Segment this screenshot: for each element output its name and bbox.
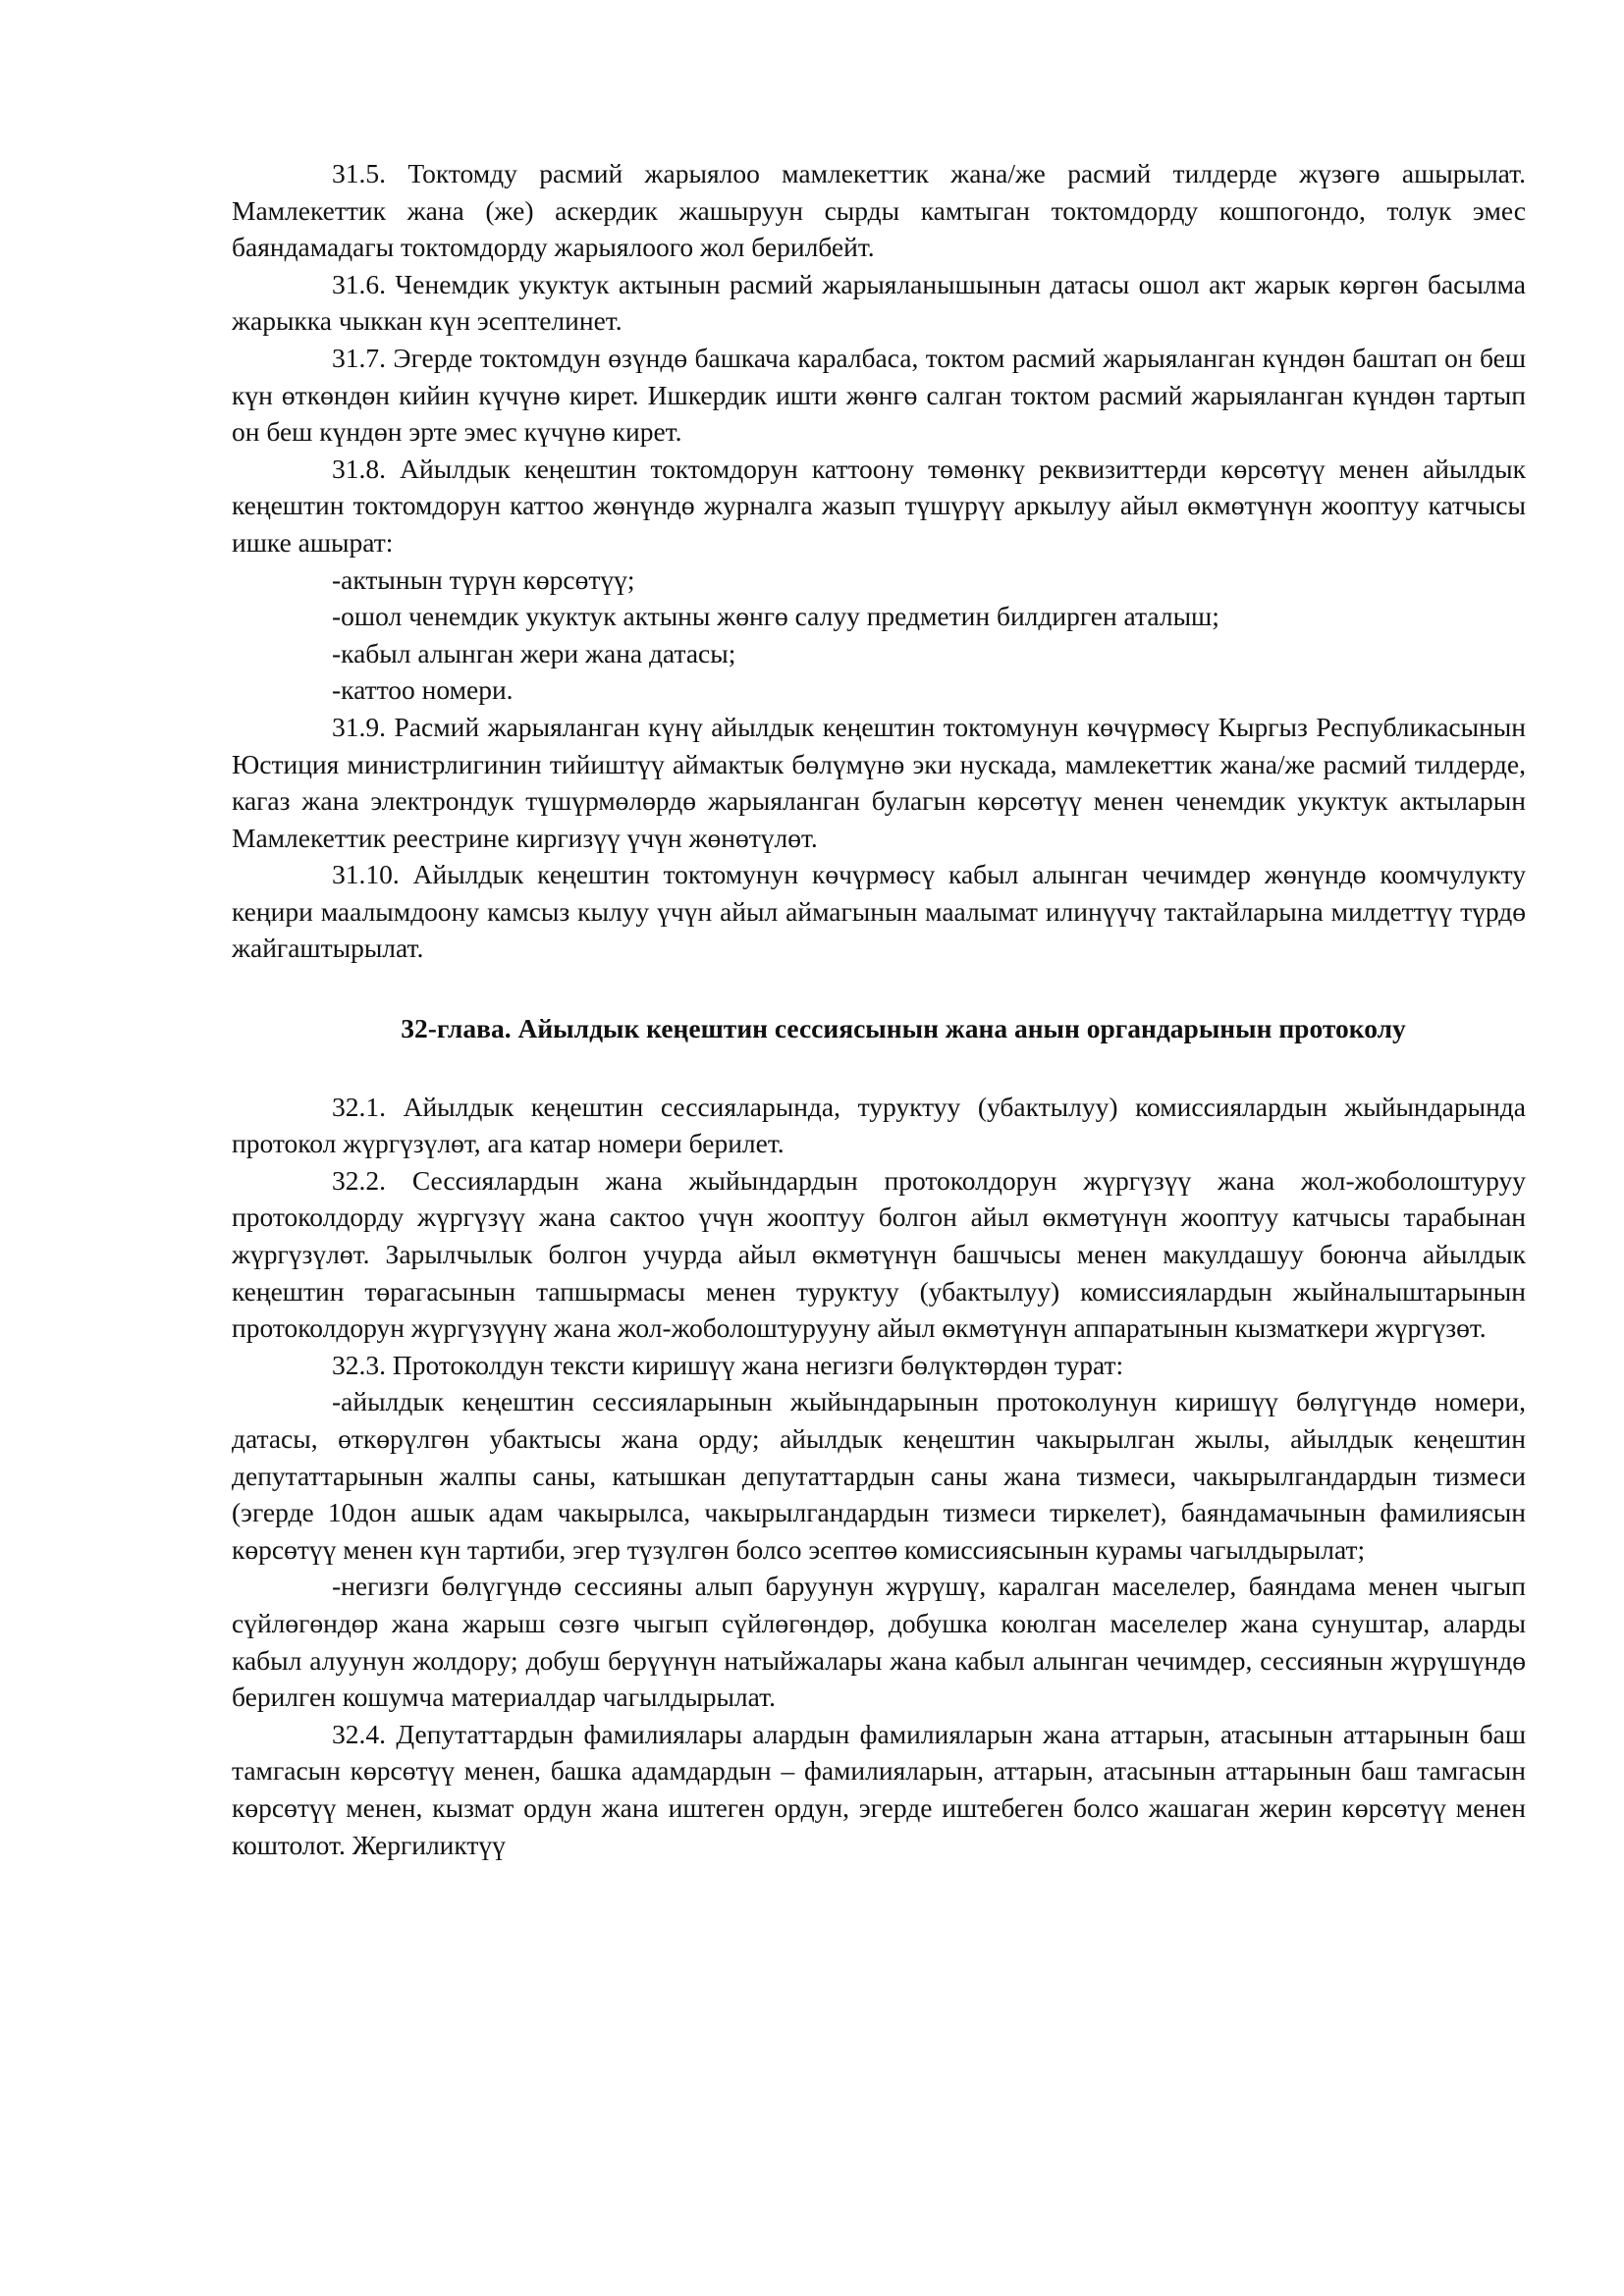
list-item-act-title: -ошол ченемдик укуктук актыны жөнгө салуу предметин билдирген аталыш;	[332, 601, 1219, 632]
paragraph-31-8: 31.8. Айылдык кеңештин токтомдорун каттоону төмөнкү реквизиттерди көрсөтүү менен айылдык кеңештин токтомдорун каттоо жөнүндө журналга жазып түшүрүү аркылуу айыл өкмөтүнүн жооптуу катчысы ишке ашырат:	[232, 453, 1526, 558]
paragraph-31-5: 31.5. Токтомду расмий жарыялоо мамлекеттик жана/же расмий тилдерде жүзөгө ашырылат. Мамлекеттик жана (же) аскердик жашыруун сырды камтыган токтомдорду кошпогондо, толук эмес баяндамадагы токтомдорду жарыялоого жол берилбейт.	[232, 158, 1526, 263]
paragraph-32-4: 32.4. Депутаттардын фамилиялары алардын фамилияларын жана аттарын, атасынын аттарынын баш тамгасын көрсөтүү менен, башка адамдардын – фамилияларын, аттарын, атасынын аттарынын баш тамгасын көрсөтүү менен, кызмат ордун жана иштеген ордун, эгерде иштебеген болсо жашаган жерин көрсөтүү менен коштолот. Жергиликтүү	[232, 1718, 1526, 1860]
paragraph-31-7: 31.7. Эгерде токтомдун өзүндө башкача каралбаса, токтом расмий жарыяланган күндөн баштап он беш күн өткөндөн кийин күчүнө кирет. Ишкердик ишти жөнгө салган токтом расмий жарыяланган күндөн тартып он беш күндөн эрте эмес күчүнө кирет.	[232, 342, 1526, 448]
list-item-place-date: -кабыл алынган жери жана датасы;	[332, 637, 736, 668]
paragraph-32-1: 32.1. Айылдык кеңештин сессияларында, туруктуу (убактылуу) комиссиялардын жыйындарында протокол жүргүзүлөт, ага катар номери берилет.	[232, 1091, 1526, 1159]
list-item-intro-part: -айылдык кеңештин сессияларынын жыйындарынын протоколунун киришүү бөлүгүндө номери, датасы, өткөрүлгөн убактысы жана орду; айылдык кеңештин чакырылган жылы, айылдык кеңештин депутаттарынын жалпы саны, катышкан депутаттардын саны жана тизмеси, чакырылгандардын тизмеси (эгерде 10дон ашык адам чакырылса, чакырылгандардын тизмеси тиркелет), баяндамачынын фамилиясын көрсөтүү менен күн тартиби, эгер түзүлгөн болсо эсептөө комиссиясынын курамы чагылдырылат;	[232, 1386, 1526, 1565]
paragraph-31-9: 31.9. Расмий жарыяланган күнү айылдык кеңештин токтомунун көчүрмөсү Кыргыз Республикасынын Юстиция министрлигинин тийиштүү аймактык бөлүмүнө эки нускада, мамлекеттик жана/же расмий тилдерде, кагаз жана электрондук түшүрмөлөрдө жарыяланган булагын көрсөтүү менен ченемдик укуктук актыларын Мамлекеттик реестрине киргизүү үчүн жөнөтүлөт.	[232, 711, 1526, 853]
list-item-act-type: -актынын түрүн көрсөтүү;	[332, 563, 635, 595]
paragraph-31-6: 31.6. Ченемдик укуктук актынын расмий жарыяланышынын датасы ошол акт жарык көргөн басылма жарыкка чыккан күн эсептелинет.	[232, 268, 1526, 337]
paragraph-32-3: 32.3. Протоколдун тексти киришүү жана негизги бөлүктөрдөн турат:	[332, 1349, 1124, 1380]
chapter-32-heading: 32-глава. Айылдык кеңештин сессиясынын жана анын органдарынын протоколу	[401, 1013, 1406, 1044]
list-item-main-part: -негизги бөлүгүндө сессияны алып баруунун жүрүшү, каралган маселелер, баяндама менен чыгып сүйлөгөндөр жана жарыш сөзгө чыгып сүйлөгөндөр, добушка коюлган маселелер жана сунуштар, аларды кабыл алуунун жолдору; добуш берүүнүн натыйжалары жана кабыл алынган чечимдер, сессиянын жүрүшүндө берилген кошумча материалдар чагылдырылат.	[232, 1571, 1526, 1713]
paragraph-31-10: 31.10. Айылдык кеңештин токтомунун көчүрмөсү кабыл алынган чечимдер жөнүндө коомчулукту кеңири маалымдоону камсыз кылуу үчүн айыл аймагынын маалымат илинүүчү тактайларына милдеттүү түрдө жайгаштырылат.	[232, 859, 1526, 964]
document-page	[232, 155, 1526, 1863]
list-item-registration-number: -каттоо номери.	[332, 674, 514, 706]
paragraph-32-2: 32.2. Сессиялардын жана жыйындардын протоколдорун жүргүзүү жана жол-жоболоштуруу протоколдорду жүргүзүү жана сактоо үчүн жооптуу болгон айыл өкмөтүнүн жооптуу катчысы тарабынан жүргүзүлөт. Зарылчылык болгон учурда айыл өкмөтүнүн башчысы менен макулдашуу боюнча айылдык кеңештин төрагасынын тапшырмасы менен туруктуу (убактылуу) комиссиялардын жыйналыштарынын протоколдорун жүргүзүүнү жана жол-жоболоштурууну айыл өкмөтүнүн аппаратынын кызматкери жүргүзөт.	[232, 1164, 1526, 1344]
